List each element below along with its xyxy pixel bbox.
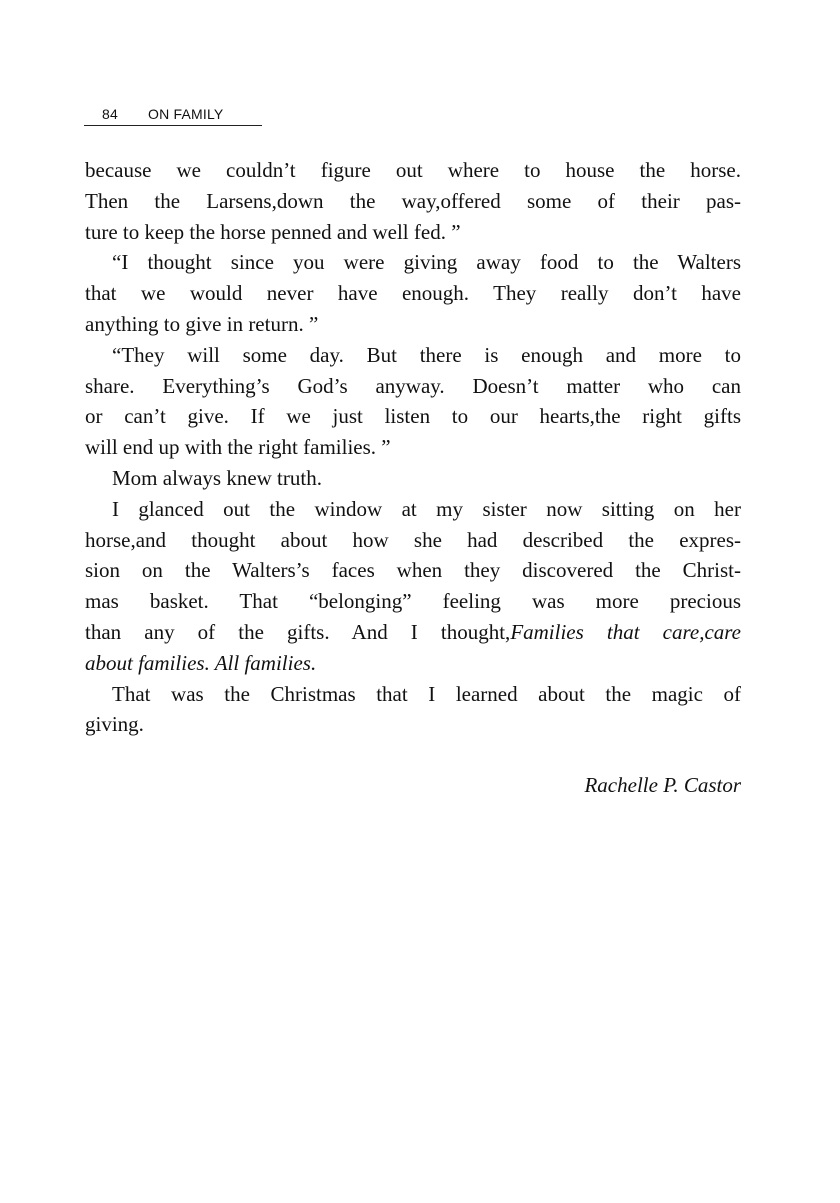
text-line: giving. bbox=[85, 712, 144, 737]
text-line: “I thought since you were giving away food to the Walters bbox=[112, 250, 741, 275]
text-line: That was the Christmas that I learned about the magic of bbox=[112, 681, 741, 706]
text-line-italic: Families that care,care bbox=[510, 619, 741, 644]
text-line: horse,and thought about how she had described the expres- bbox=[85, 527, 741, 552]
text-line: will end up with the right families. ” bbox=[85, 435, 391, 460]
text-line-plain: than any of the gifts. And I thought, bbox=[85, 619, 511, 644]
text-line bbox=[85, 617, 741, 648]
text-line: ture to keep the horse penned and well fed. ” bbox=[85, 219, 461, 244]
text-line: that we would never have enough. They really don’t have bbox=[85, 281, 741, 306]
text-line: share. Everything’s God’s anyway. Doesn’t matter who can bbox=[85, 373, 741, 398]
page-number: 84 bbox=[102, 106, 118, 122]
text-line: Mom always knew truth. bbox=[112, 465, 322, 490]
text-line: because we couldn’t figure out where to house the horse. bbox=[85, 158, 741, 182]
section-title: ON FAMILY bbox=[148, 106, 224, 122]
text-line: Then the Larsens,down the way,offered some of their pas- bbox=[85, 188, 741, 213]
text-line: anything to give in return. ” bbox=[85, 311, 319, 336]
text-line: or can’t give. If we just listen to our hearts,the right gifts bbox=[85, 404, 741, 429]
text-line: sion on the Walters’s faces when they discovered the Christ- bbox=[85, 558, 741, 583]
running-header bbox=[84, 103, 262, 126]
body-text bbox=[85, 155, 741, 740]
text-line: “They will some day. But there is enough and more to bbox=[112, 342, 741, 367]
text-line: mas basket. That “belonging” feeling was more precious bbox=[85, 589, 741, 614]
text-line: about families. All families. bbox=[85, 650, 317, 675]
text-line: I glanced out the window at my sister now sitting on her bbox=[112, 496, 741, 521]
author-byline: Rachelle P. Castor bbox=[584, 773, 741, 797]
